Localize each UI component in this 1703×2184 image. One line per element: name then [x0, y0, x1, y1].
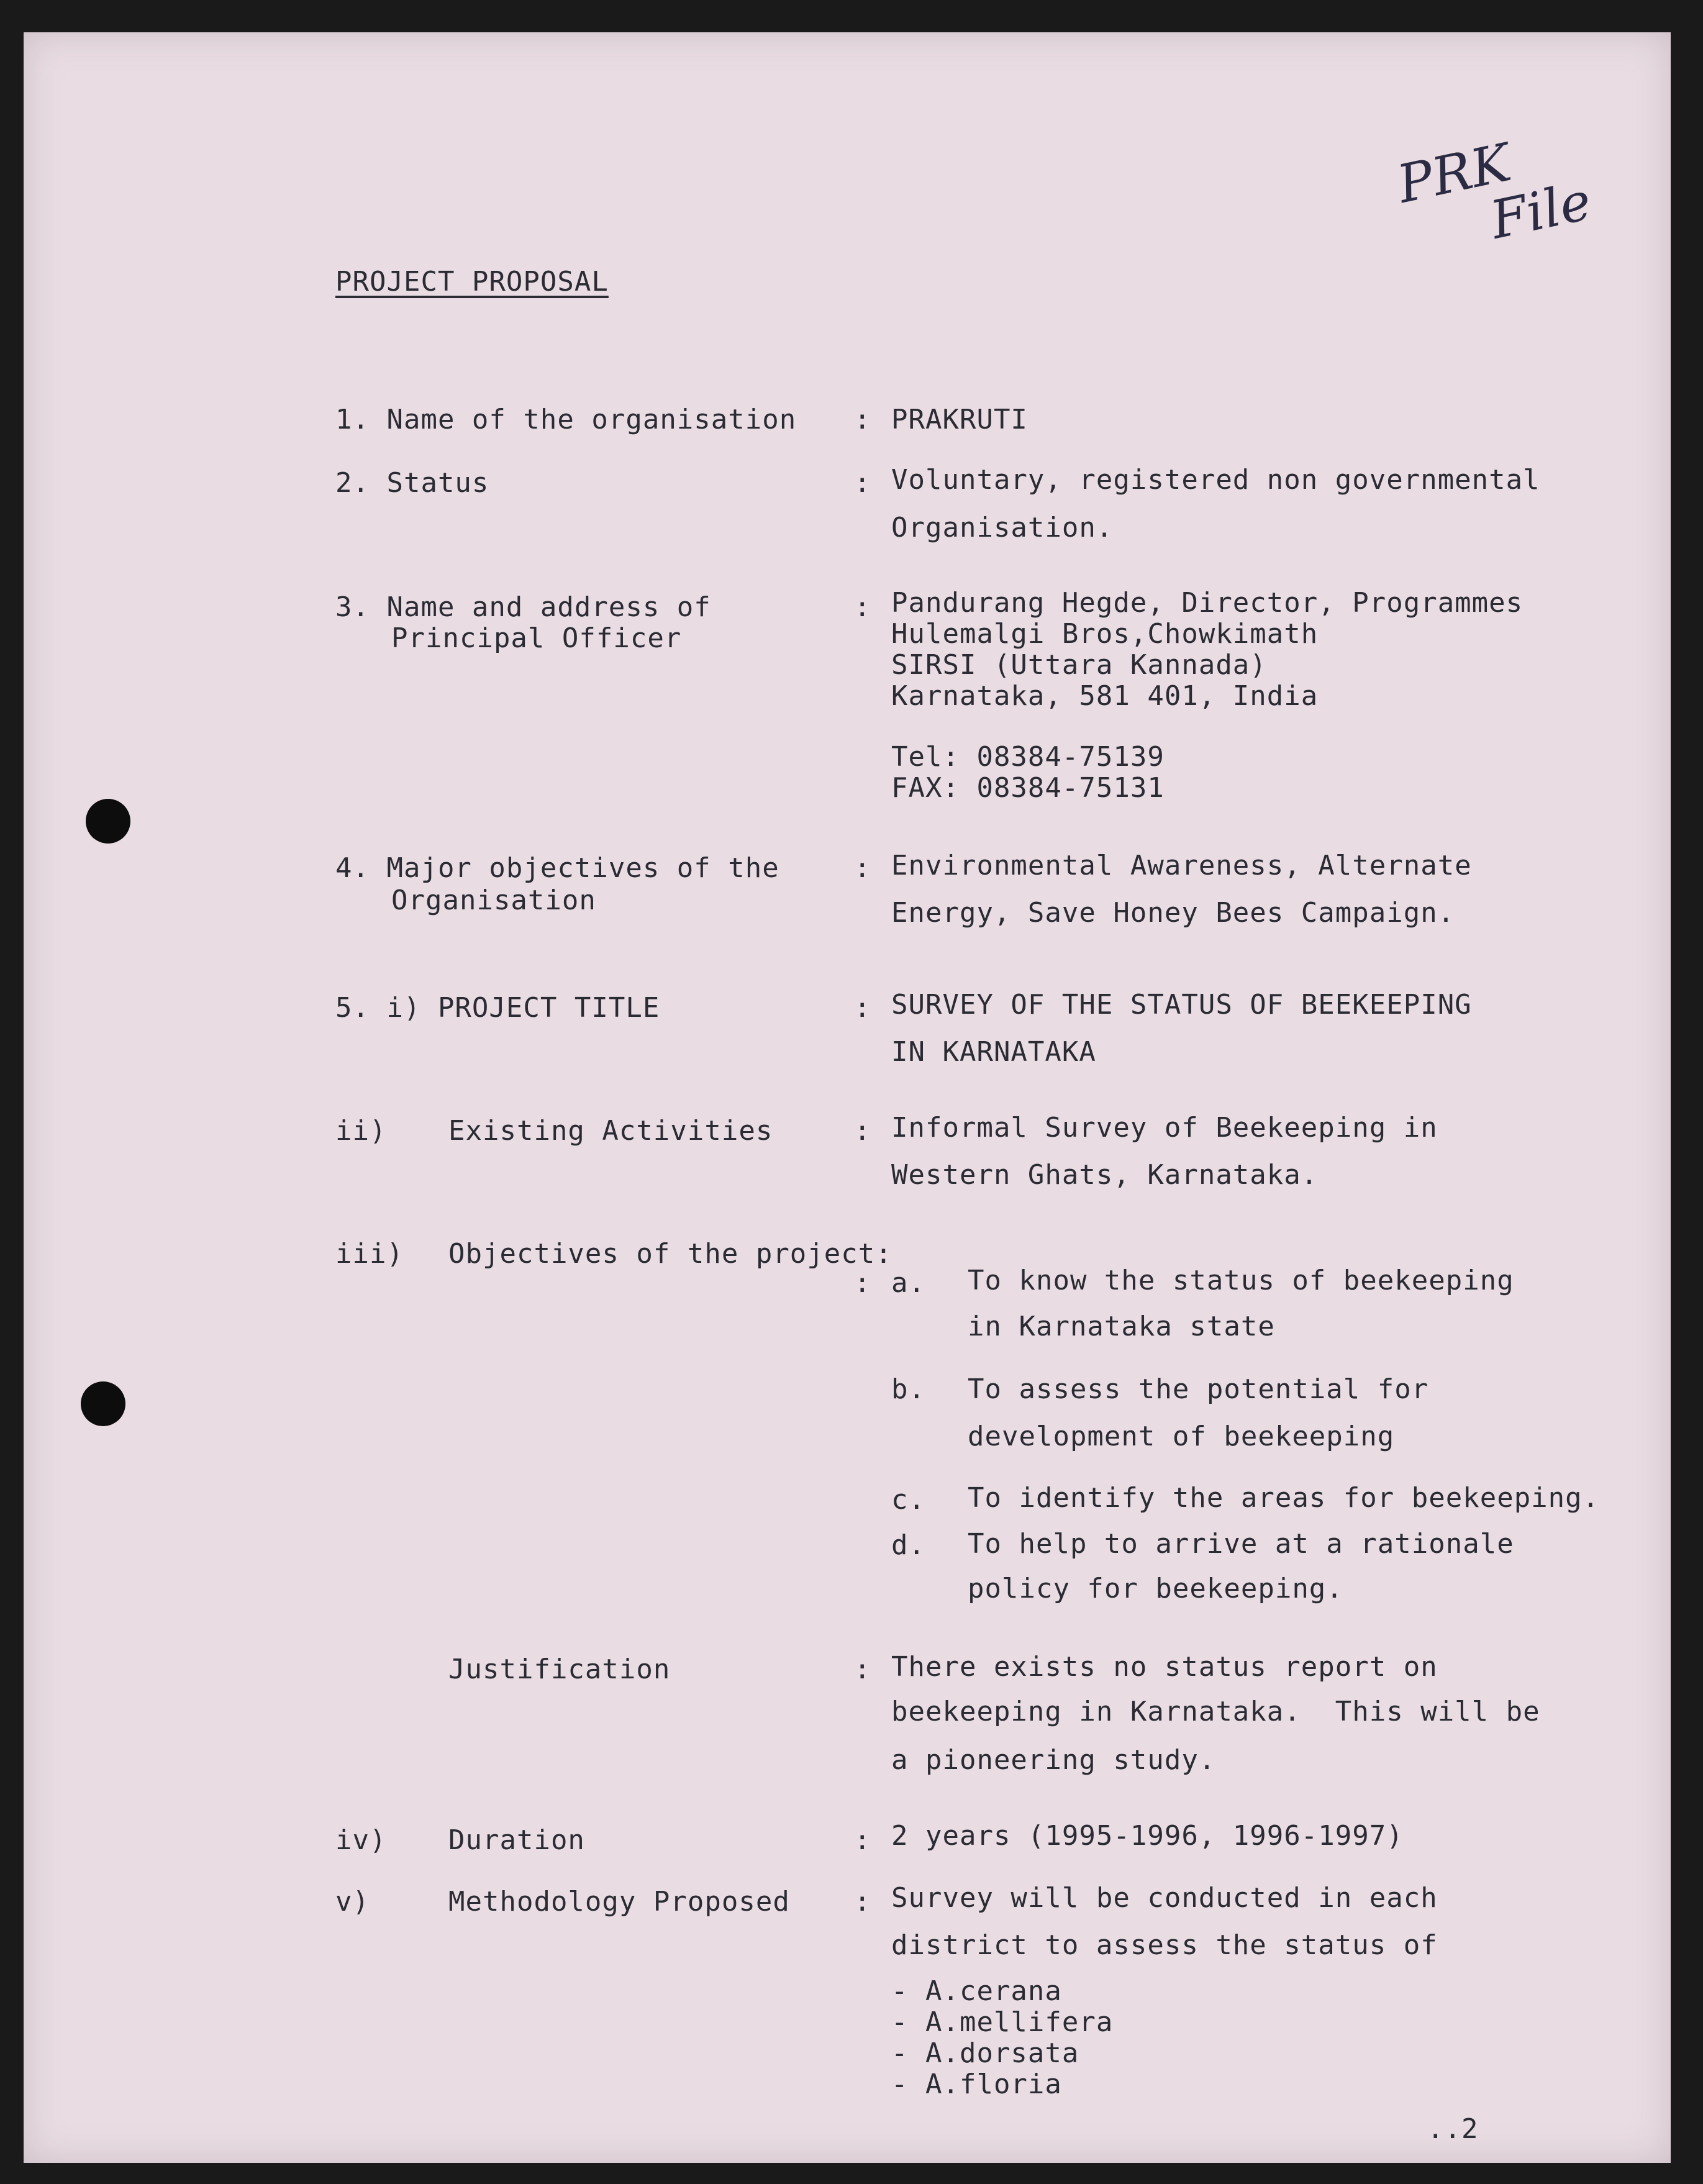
justification-value-line3: a pioneering study.: [891, 1744, 1216, 1776]
methodology-value-line2: district to assess the status of: [891, 1929, 1438, 1961]
item3-value-line1: Pandurang Hegde, Director, Programmes: [891, 587, 1524, 619]
item3-colon: :: [854, 591, 871, 623]
species-item: - A.floria: [891, 2068, 1062, 2100]
handwritten-note-line1: PRK: [1392, 132, 1516, 215]
justification-label: Justification: [448, 1654, 671, 1685]
objective-b-line2: development of beekeeping: [968, 1421, 1395, 1452]
handwritten-note-line2: File: [1485, 170, 1597, 251]
duration-colon: :: [854, 1824, 871, 1856]
methodology-label: Methodology Proposed: [448, 1886, 790, 1918]
objectives-label: Objectives of the project:: [448, 1238, 892, 1270]
punch-hole-bottom: [81, 1381, 125, 1426]
page-continuation-marker: ..2: [1427, 2113, 1479, 2145]
species-item: - A.dorsata: [891, 2037, 1079, 2069]
item2-colon: :: [854, 467, 871, 499]
item1-colon: :: [854, 404, 871, 435]
item2-label: 2. Status: [335, 467, 489, 499]
item4-colon: :: [854, 852, 871, 884]
objective-a-line1: To know the status of beekeeping: [968, 1265, 1514, 1296]
existing-activities-num: ii): [335, 1115, 387, 1147]
justification-colon: :: [854, 1654, 871, 1685]
objective-d-line2: policy for beekeeping.: [968, 1573, 1343, 1604]
item1-label: 1. Name of the organisation: [335, 404, 797, 435]
item4-value-line2: Energy, Save Honey Bees Campaign.: [891, 897, 1455, 929]
item2-value-line1: Voluntary, registered non governmental: [891, 464, 1540, 496]
project-title-label: 5. i) PROJECT TITLE: [335, 992, 660, 1024]
project-title-value-line2: IN KARNATAKA: [891, 1036, 1096, 1068]
existing-activities-value-line2: Western Ghats, Karnataka.: [891, 1159, 1319, 1191]
item3-value-line2: Hulemalgi Bros,Chowkimath: [891, 618, 1319, 650]
project-title-colon: :: [854, 992, 871, 1024]
page-title: PROJECT PROPOSAL: [335, 266, 609, 298]
objective-b-line1: To assess the potential for: [968, 1373, 1429, 1405]
justification-value-line2: beekeeping in Karnataka. This will be: [891, 1696, 1540, 1727]
item1-value: PRAKRUTI: [891, 404, 1028, 435]
item3-tel: Tel: 08384-75139: [891, 741, 1165, 773]
paper-sheet: [24, 32, 1671, 2163]
item4-label-line1: 4. Major objectives of the: [335, 852, 779, 884]
species-item: - A.mellifera: [891, 2006, 1114, 2038]
objective-d-line1: To help to arrive at a rationale: [968, 1528, 1514, 1560]
objective-a-line2: in Karnataka state: [968, 1311, 1275, 1342]
duration-label: Duration: [448, 1824, 585, 1856]
objectives-num: iii): [335, 1238, 404, 1270]
objective-c-letter: c.: [891, 1484, 925, 1516]
species-item: - A.cerana: [891, 1975, 1062, 2007]
existing-activities-label: Existing Activities: [448, 1115, 773, 1147]
objective-a-letter: a.: [891, 1267, 925, 1299]
item4-label-line2: Organisation: [391, 885, 596, 916]
existing-activities-colon: :: [854, 1115, 871, 1147]
item2-value-line2: Organisation.: [891, 512, 1114, 544]
item3-label-line1: 3. Name and address of: [335, 591, 711, 623]
existing-activities-value-line1: Informal Survey of Beekeeping in: [891, 1112, 1438, 1144]
item4-value-line1: Environmental Awareness, Alternate: [891, 850, 1472, 881]
punch-hole-top: [86, 799, 130, 844]
duration-value: 2 years (1995-1996, 1996-1997): [891, 1820, 1404, 1852]
item3-label-line2: Principal Officer: [391, 622, 682, 654]
item3-value-line3: SIRSI (Uttara Kannada): [891, 649, 1267, 681]
methodology-value-line1: Survey will be conducted in each: [891, 1882, 1438, 1914]
item3-fax: FAX: 08384-75131: [891, 772, 1165, 804]
objectives-colon: :: [854, 1267, 871, 1299]
methodology-colon: :: [854, 1886, 871, 1918]
objective-d-letter: d.: [891, 1529, 925, 1561]
duration-num: iv): [335, 1824, 387, 1856]
methodology-num: v): [335, 1886, 370, 1918]
item3-value-line4: Karnataka, 581 401, India: [891, 680, 1319, 712]
justification-value-line1: There exists no status report on: [891, 1651, 1438, 1683]
objective-b-letter: b.: [891, 1373, 925, 1405]
objective-c-line1: To identify the areas for beekeeping.: [968, 1482, 1600, 1514]
project-title-value-line1: SURVEY OF THE STATUS OF BEEKEEPING: [891, 989, 1472, 1021]
